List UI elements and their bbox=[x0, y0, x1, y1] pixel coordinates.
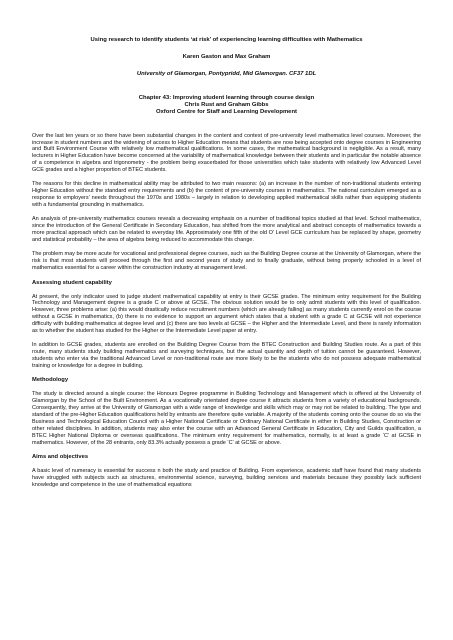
paper-affiliation: University of Glamorgan, Pontypridd, Mid Glamorgan. CF37 1DL bbox=[136, 71, 317, 77]
paragraph: Over the last ten years or so there have been substantial changes in the content and context of pre-university level mathematics level courses. Moreover, the increase in student numbers and the widening of access to Higher Education means that students are now being accepted onto degree courses in Engineering and Built Environment Course with relatively low mathematical qualifications. In some cases, the mathematical background is negligible. As a result, many lecturers in Higher Education have become concerned at the variability of mathematical knowledge between their students and in particular the notable absence of a competence in algebra and trigonometry - the problem being exacerbated for those universities which take students with relatively low Advanced Level GCE grades and a higher proportion of BTEC students. bbox=[32, 132, 421, 174]
paragraph: The study is directed around a single course: the Honours Degree programme in Building Technology and Management which is offered at the University of Glamorgan by the School of the Built Environment. As a vocationally orientated degree course it attracts students from a variety of educational backgrounds. Consequently, they arrive at the University of Glamorgan with a wide range of knowledge and skills which may or may not be related to building. The type and standard of the pre-Higher Education qualifications held by entrants are therefore quite variable. A majority of the students coming onto the course do so via the Business and Technological Education Council with a Higher National Certificate or Ordinary National Certificate in either in Building Studies, Construction or other related disciplines. In addition, students may also enter the course with an Advanced General Certificate in Education, City and Guilds qualification, a BTEC Higher National Diploma or overseas qualifications. The minimum entry requirement for mathematics, normally, is at least a grade ‘C’ at GCSE in mathematics. However, of the 28 entrants, only 83.3% actually possess a grade ‘C’ at GCSE or above. bbox=[32, 391, 421, 446]
chapter-editors: Chris Rust and Graham Gibbs bbox=[184, 102, 269, 109]
body-text bbox=[32, 133, 421, 489]
chapter-organisation: Oxford Centre for Staff and Learning Development bbox=[155, 109, 298, 116]
paper-header bbox=[32, 36, 421, 78]
paragraph: In addition to GCSE grades, students are enrolled on the Building Degree Course from the BTEC Construction and Building Studies route. As a part of this route, many students study building mathematics and surveying techniques, but the actual quantity and depth of tuition cannot be guaranteed. However, students who enter via the traditional Advanced Level or non-traditional route are more likely to be the students who do not possess adequate mathematical training or knowledge for a degree in building. bbox=[32, 342, 421, 370]
chapter-title: Chapter 43: Improving student learning through course design bbox=[138, 95, 315, 101]
paper-title: Using research to identify students ‘at risk’ of experiencing learning difficulties with Mathematics bbox=[90, 37, 363, 43]
paragraph: The reasons for this decline in mathematical ability may be attributed to two main reasons: (a) an increase in the number of non-traditional students entering Higher Education without the standard entry requirements and (b) the content of pre-university courses in mathematics. The national curriculum emerged as a response to employers’ needs throughout the 1970s and 1980s – largely in relation to developing applied mathematical skills rather than equipping students with a fundamental grounding in mathematics. bbox=[32, 181, 421, 209]
section-heading-assessing: Assessing student capability bbox=[32, 279, 112, 286]
paragraph: The problem may be more acute for vocational and professional degree courses, such as the Building Degree course at the University of Glamorgan, where the risk is that most students will proceed through the first and second years of study and to finally graduate, without being properly schooled in a level of mathematics essential for a career within the construction industry at management level. bbox=[32, 251, 421, 272]
paragraph: At present, the only indicator used to judge student mathematical capability at entry is their GCSE grades. The minimum entry requirement for the Building Technology and Management degree is a grade C or above at GCSE. The obvious solution would be to only admit students with this level of qualification. However, three problems arise: (a) this would drastically reduce recruitment numbers (which are already falling) as many students currently enrol on the course without a GCSE in mathematics, (b) there is no evidence to support an argument which states that a student with a grade C at GCSE will not experience difficulty with building mathematics at degree level and (c) there are two levels at GCSE – the Higher and the Intermediate Level, and there is rarely information as to whether the student has studied for the Higher or the Intermediate Level paper at entry. bbox=[32, 293, 421, 335]
paragraph: An analysis of pre-university mathematics courses reveals a decreasing emphasis on a number of traditional topics studied at that level. School mathematics, since the introduction of the General Certificate in Secondary Education, has shifted from the more analytical and abstract concepts of mathematics towards a more practical approach which can be related to everyday life. Approximately one fifth of the old O’ Level GCE curriculum has be replaced by shape, geometry and statistical probability – the area of algebra being reduced to accommodate this change. bbox=[32, 216, 421, 244]
section-heading-methodology: Methodology bbox=[32, 377, 69, 384]
section-heading-aims: Aims and objectives bbox=[32, 454, 89, 461]
chapter-block bbox=[32, 95, 421, 117]
paragraph: A basic level of numeracy is essential for success n both the study and practice of Building. From experience, academic staff have found that many students have struggled with subjects such as structures, environmental science, surveying, building services and materials because they possibly lack sufficient knowledge and competence in the use of mathematical equations bbox=[32, 468, 421, 488]
paper-authors: Karen Gaston and Max Graham bbox=[182, 54, 271, 60]
